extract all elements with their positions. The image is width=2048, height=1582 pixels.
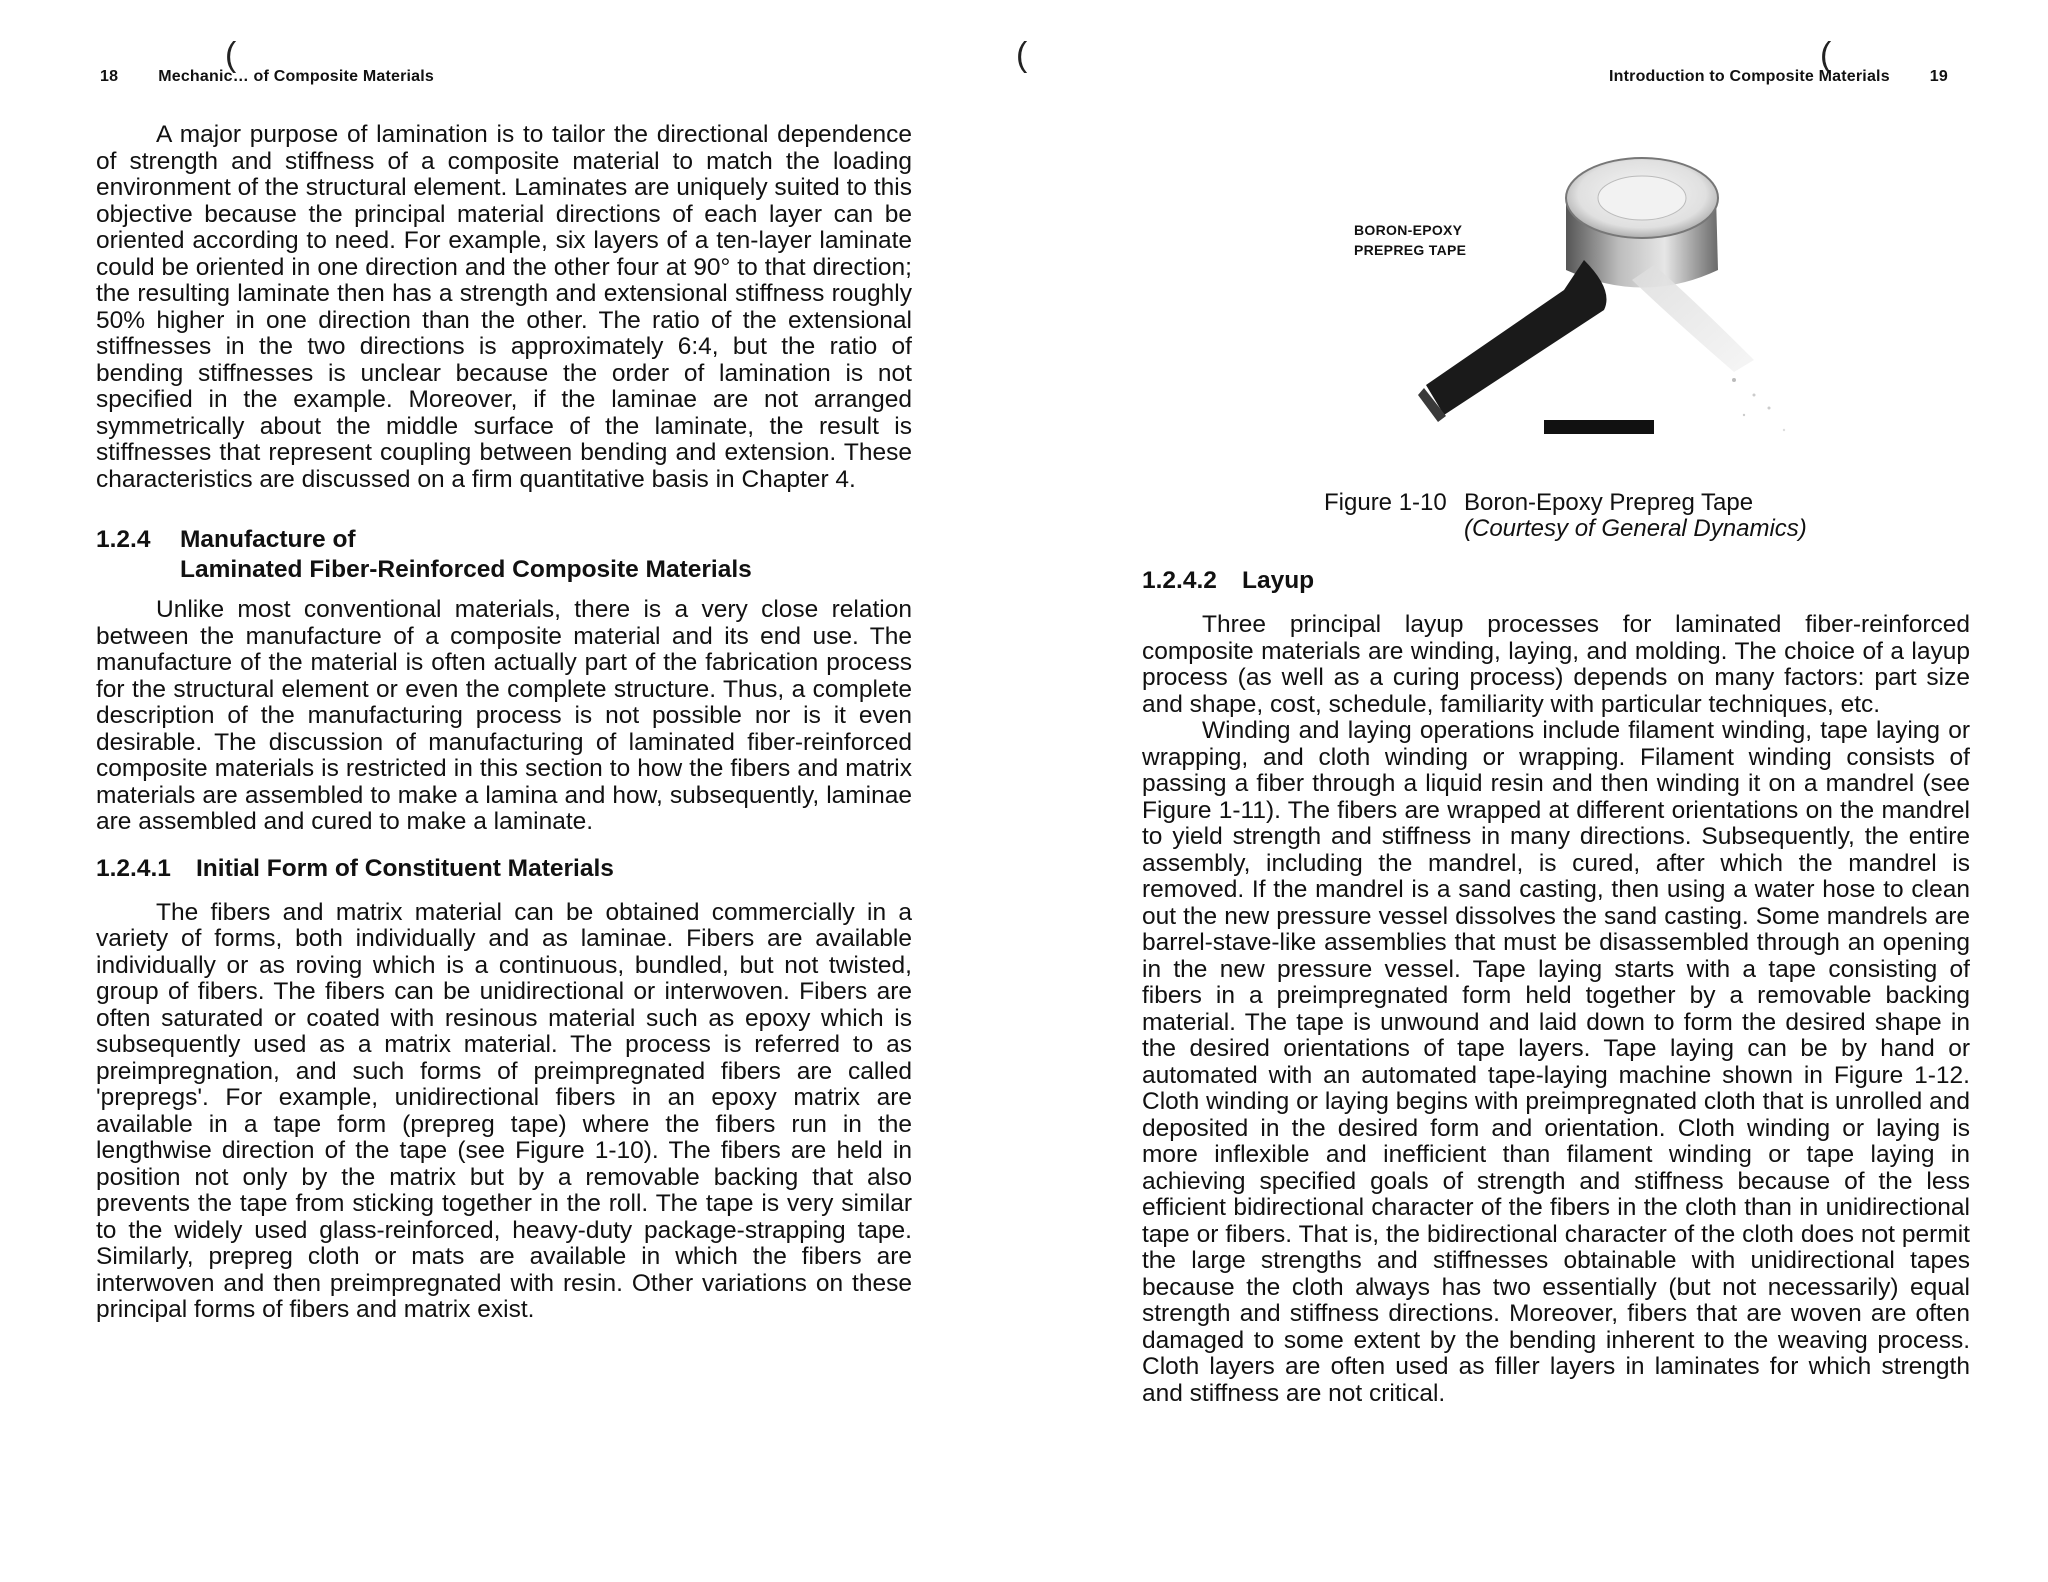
running-head-title: Mechanic… of Composite Materials [158,68,434,85]
running-head-title: Introduction to Composite Materials [1609,68,1890,85]
subsection-title: Layup [1242,567,1315,594]
page-number: 19 [1929,68,1948,85]
figure-caption-text [1464,490,1807,542]
paragraph: The fibers and matrix material can be obtained commercially in a variety of forms, both individually and as laminae. Fibers are available individually or as roving which is a continuous, bundled, but not twisted, group of fibers. The fibers can be unidirectional or interwoven. Fibers are often saturated or coated with resinous material such as epoxy which is subsequently used as a matrix material. The process is referred to as preimpregnation, and such forms of preimpregnated fibers are called 'prepregs'. For example, unidirectional fibers in an epoxy matrix are available in a tape form (prepreg tape) where the fibers run in the lengthwise direction of the tape (see Figure 1-10). The fibers are held in position not only by the matrix but by a removable backing that also prevents the tape from sticking together in the roll. The tape is very similar to the widely used glass-reinforced, heavy-duty package-strapping tape. Similarly, prepreg cloth or mats are available in which the fibers are interwoven and then preimpregnated with resin. Other variations on these principal forms of fibers and matrix exist. [96,898,912,1323]
right-page [1016,0,2048,1582]
section-heading [96,525,912,585]
figure-1-10 [1314,140,1854,470]
section-number: 1.2.4 [96,526,151,553]
figure-number: Figure 1-10 [1324,489,1447,516]
body-column-right [1142,566,1970,1407]
scan-mark: ( [225,36,237,74]
figure-credit: (Courtesy of General Dynamics) [1464,515,1807,542]
section-title-continued: Laminated Fiber-Reinforced Composite Materials [180,556,752,583]
subsection-number: 1.2.4.2 [1142,567,1217,594]
running-head-left [100,68,434,86]
paragraph: Unlike most conventional materials, there is a very close relation between the manufacture of a composite material and its end use. The manufacture of the material is often actually part of the fabrication process for the structural element or even the complete structure. Thus, a complete description of the manufacturing process is not possible nor is it even desirable. The discussion of manufacturing of laminated fiber-reinforced composite materials is restricted in this section to how the fibers and matrix materials are assembled to make a lamina and how, subsequently, laminae are assembled and cured to make a laminate. [96,596,912,835]
running-head-right [1609,68,1948,86]
figure-label-line: PREPREG TAPE [1354,242,1467,258]
subsection-number: 1.2.4.1 [96,854,171,882]
page-number: 18 [100,68,119,85]
subsection-title: Initial Form of Constituent Materials [196,854,614,882]
figure-title: Boron-Epoxy Prepreg Tape [1464,489,1754,516]
body-column-left [96,122,912,1324]
scan-mark: ( [1820,36,1832,74]
figure-label-line: BORON-EPOXY [1354,222,1463,238]
paragraph: A major purpose of lamination is to tailor the directional dependence of strength and stiffness of a composite material to match the loading environment of the structural element. Laminates are uniquely suited to this objective because the principal material directions of each layer can be oriented according to need. For example, six layers of a ten-layer laminate could be oriented in one direction and the other four at 90° to that direction; the resulting laminate then has a strength and extensional stiffness roughly 50% higher in one direction than the other. The ratio of the extensional stiffnesses in the two directions is approximately 6:4, but the ratio of bending stiffnesses is unclear because the order of lamination is not specified in the example. Moreover, if the laminae are not arranged symmetrically about the middle surface of the laminate, the result is stiffnesses that represent coupling between bending and extension. These characteristics are discussed on a firm quantitative basis in Chapter 4. [96,121,912,493]
paragraph: Three principal layup processes for laminated fiber-reinforced composite materials are winding, laying, and molding. The choice of a layup process (as well as a curing process) depends on many factors: part size and shape, cost, schedule, familiarity with particular techniques, etc. [1142,611,1970,718]
prepreg-tape-roll-photo [1314,140,1854,470]
paragraph: Winding and laying operations include filament winding, tape laying or wrapping, and cloth winding or wrapping. Filament winding consists of passing a fiber through a liquid resin and then winding it on a mandrel (see Figure 1-11). The fibers are wrapped at different orientations on the mandrel to yield strength and stiffness in many directions. Subsequently, the entire assembly, including the mandrel, is cured, after which the mandrel is removed. If the mandrel is a sand casting, then using a water hose to clean out the new pressure vessel dissolves the sand casting. Some mandrels are barrel-stave-like assemblies that must be disassembled through an opening in the new pressure vessel. Tape laying starts with a tape consisting of fibers in a preimpregnated form held together by a removable backing material. The tape is unwound and laid down to form the desired shape in the desired orientations of tape layers. Tape laying can be by hand or automated with an automated tape-laying machine shown in Figure 1-12. Cloth winding or laying begins with preimpregnated cloth that is unrolled and deposited in the desired form and orientation. Cloth winding or laying is more inflexible and inefficient than filament winding or tape laying in achieving specified goals of strength and stiffness because of the less efficient bidirectional character of the fibers in the cloth than in unidirectional tape or fibers. That is, the bidirectional character of the cloth does not permit the large strengths and stiffnesses obtainable with unidirectional tapes because the cloth always has two essentially (but not necessarily) equal strength and stiffness directions. Moreover, fibers that are woven are often damaged to some extent by the bending inherent to the weaving process. Cloth layers are often used as filler layers in laminates for which strength and stiffness are not critical. [1142,717,1970,1407]
section-title: Manufacture of [180,526,356,553]
subsection-heading [96,854,912,884]
scan-mark: ( [1016,36,1028,74]
subsection-heading [1142,566,1970,596]
